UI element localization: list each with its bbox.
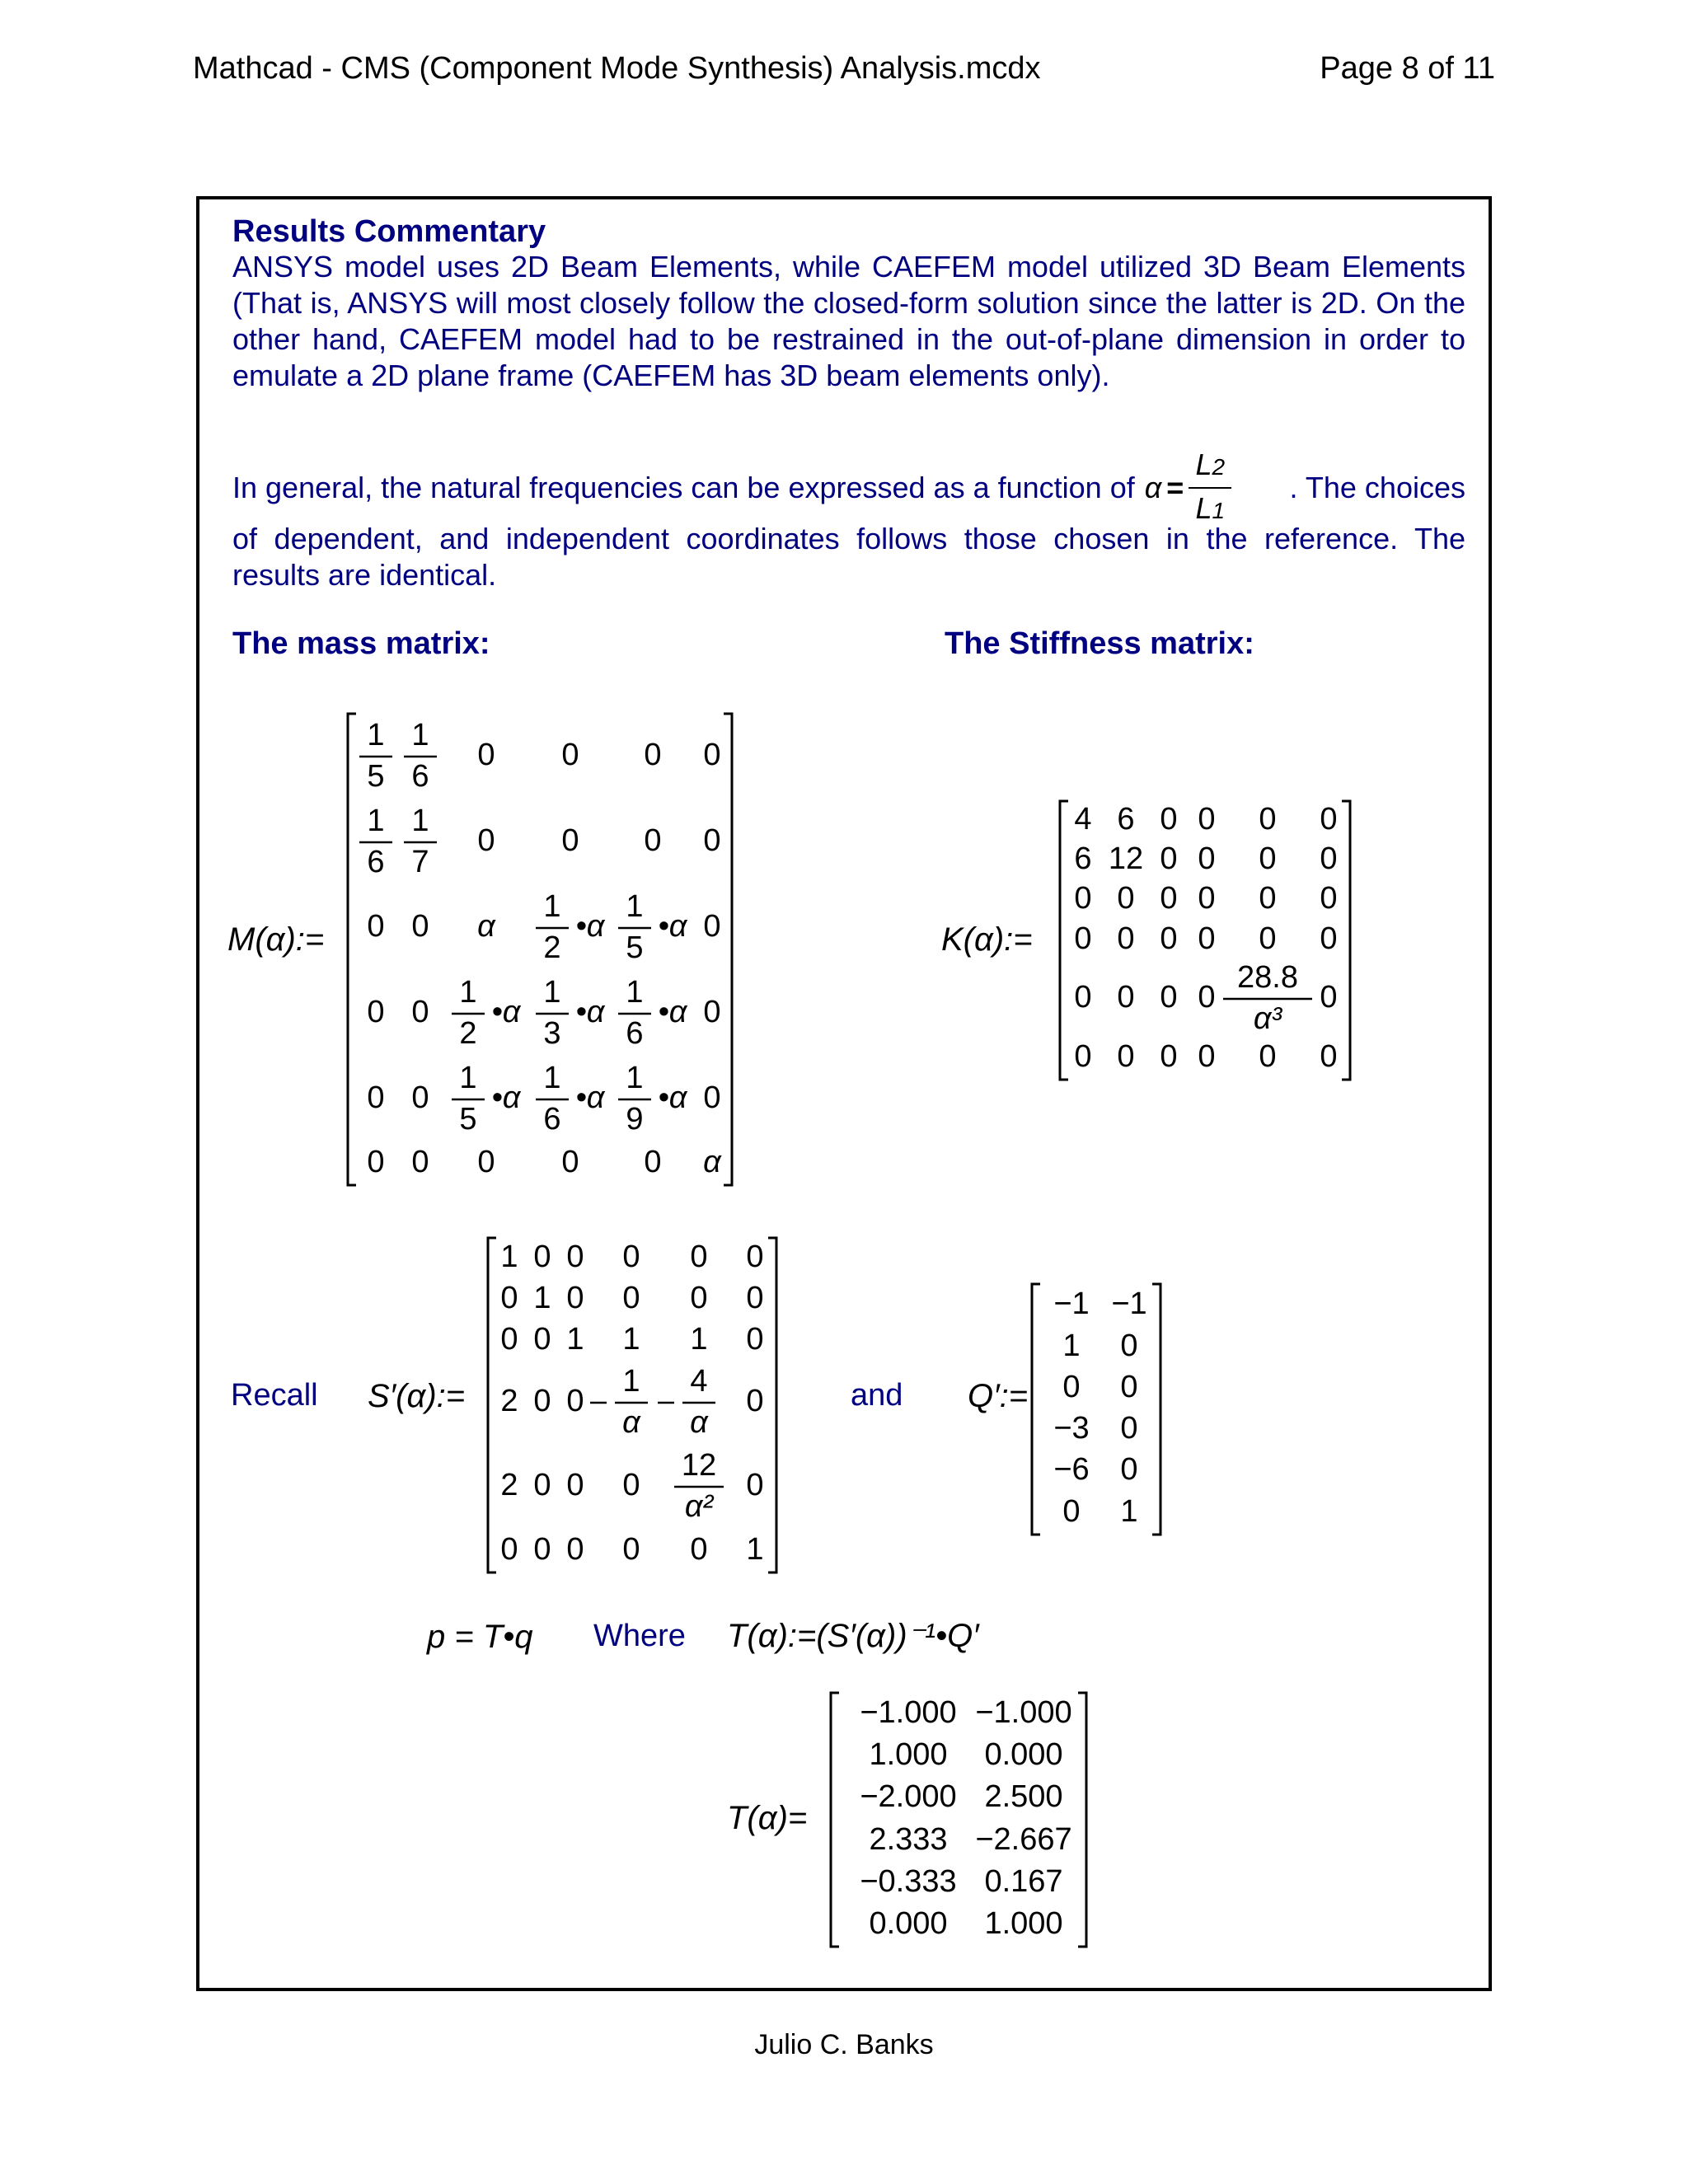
matrix-cell: 0 [1259,881,1277,916]
matrix-cell: 0 [1117,1039,1135,1075]
commentary-paragraph-3: of dependent, and independent coordinates follows those chosen in the reference. The results are identical. [232,522,1465,592]
matrix-cell: 0 [1117,921,1135,957]
matrix-cell: 0 [644,823,662,859]
matrix-cell: −1.000 [975,1695,1072,1731]
matrix-cell: 1 [1062,1329,1081,1364]
fraction-numerator: 1 [543,889,561,925]
matrix-cell: 0 [1198,1039,1216,1075]
t-result-label: T(α)= [727,1800,808,1836]
matrix-cell: 0 [1062,1370,1081,1405]
matrix-cell: 0 [533,1468,551,1503]
matrix-cell: 0 [477,738,495,773]
matrix-cell: 0 [1160,802,1178,837]
matrix-canvas [199,199,1489,1988]
right-bracket [1152,1284,1160,1535]
matrix-cell: 0 [746,1240,764,1275]
matrix-cell: 0 [1160,841,1178,877]
matrix-cell: 0 [1074,921,1092,957]
matrix-cell: 1 [566,1322,584,1357]
matrix-cell: 0 [703,823,721,859]
matrix-cell: 0 [1259,841,1277,877]
matrix-cell: 1 [746,1532,764,1568]
fraction-denominator: α² [684,1489,714,1525]
matrix-cell: 0 [1198,841,1216,877]
matrix-cell: 0 [1320,980,1338,1015]
fraction-numerator: 1 [459,975,477,1010]
fraction-denominator: 2 [543,930,561,966]
matrix-cell: 0 [411,1080,429,1116]
q-matrix-label: Q′:= [968,1378,1029,1414]
footer-author: Julio C. Banks [754,2029,934,2060]
fraction-denominator: 6 [411,759,429,794]
equals-sign: = [1166,471,1184,504]
stiffness-matrix-heading: The Stiffness matrix: [945,626,1254,661]
matrix-cell: −6 [1053,1452,1090,1488]
matrix-cell: 0 [566,1468,584,1503]
matrix-cell: 0 [1320,1039,1338,1075]
matrix-cell: −0.333 [860,1864,957,1900]
matrix-cell: 0 [644,738,662,773]
fraction-denominator: 3 [543,1016,561,1052]
matrix-cell: 1 [690,1322,708,1357]
matrix-cell: 0 [561,823,579,859]
matrix-cell: 0 [1198,921,1216,957]
fraction-denominator: 5 [459,1102,477,1137]
matrix-cell: 0 [622,1468,640,1503]
matrix-cell: 0 [1320,841,1338,877]
matrix-cell: 6 [1117,802,1135,837]
matrix-cell: 2.333 [869,1822,948,1858]
matrix-cell: 0 [1259,921,1277,957]
t-definition: T(α):=(S′(α))⁻¹•Q′ [727,1618,979,1654]
matrix-cell: −1 [1111,1286,1147,1322]
matrix-cell: 0 [367,1145,385,1180]
commentary-paragraph-1: ANSYS model uses 2D Beam Elements, while CAEFEM model utilized 3D Beam Elements (That is, ANSYS will most closely follow the closed-form solution since the latter is 2D. On the other hand, CAEFEM model had to be restrained in the out-of-plane dimension in order to emulate a 2D plane frame (CAEFEM has 3D beam elements only). [232,250,1465,392]
matrix-cell: 0 [1320,881,1338,916]
alpha-multiplier: •α [575,909,605,944]
matrix-cell: 0 [1320,921,1338,957]
fraction-numerator: 1 [626,889,644,925]
mass-matrix [348,714,732,1185]
matrix-cell: 0 [746,1281,764,1316]
matrix-cell: 0 [1074,881,1092,916]
matrix-cell: 0 [561,738,579,773]
matrix-cell: 0 [690,1281,708,1316]
matrix-cell: 1 [622,1322,640,1357]
matrix-cell: 4 [1074,802,1092,837]
fraction-numerator: 4 [690,1364,708,1399]
matrix-cell: 0 [500,1281,518,1316]
fraction-denominator: α³ [1253,1001,1282,1037]
fraction-numerator: 1 [626,975,644,1010]
fraction-numerator: 1 [411,804,429,839]
matrix-cell: 0 [411,995,429,1030]
fraction-numerator: 1 [622,1364,640,1399]
matrix-cell: 0 [533,1384,551,1419]
matrix-cell: 0 [561,1145,579,1180]
fraction-numerator: 12 [681,1448,717,1483]
matrix-cell: 0 [746,1322,764,1357]
commentary-title: Results Commentary [232,214,546,249]
recall-label: Recall [231,1378,318,1413]
s-matrix [488,1238,776,1572]
left-bracket [1060,801,1068,1080]
alpha-symbol: α [1144,471,1162,504]
matrix-cell: 0 [1120,1329,1138,1364]
matrix-cell: 0 [644,1145,662,1180]
matrix-cell: 0 [566,1532,584,1568]
left-bracket [348,714,356,1185]
matrix-cell: 0 [746,1384,764,1419]
left-bracket [488,1238,496,1572]
matrix-cell: 0 [1120,1411,1138,1446]
matrix-cell: −2.000 [860,1779,957,1815]
matrix-cell: 0 [566,1281,584,1316]
fraction-numerator: 28.8 [1237,960,1298,996]
matrix-cell: 0 [1259,1039,1277,1075]
matrix-cell: 0 [367,1080,385,1116]
stiffness-matrix-label: K(α):= [941,921,1033,958]
paragraph-2-start: In general, the natural frequencies can be expressed as a function of [232,471,1135,504]
matrix-cell: −3 [1053,1411,1090,1446]
matrix-cell: 0 [1074,1039,1092,1075]
fraction-denominator: 6 [367,845,385,880]
matrix-cell: 0.167 [984,1864,1063,1900]
left-bracket [1032,1284,1040,1535]
matrix-cell: 0 [533,1322,551,1357]
right-bracket [1078,1693,1086,1947]
matrix-cell: 0 [477,823,495,859]
fraction-denominator: 7 [411,845,429,880]
matrix-cell: α [703,1145,721,1180]
matrix-cell: 0 [1160,980,1178,1015]
matrix-cell: 0 [1160,881,1178,916]
matrix-cell: 0 [746,1468,764,1503]
alpha-multiplier: •α [658,909,687,944]
mass-matrix-heading: The mass matrix: [232,626,490,661]
alpha-multiplier: •α [658,1080,687,1116]
fraction-denominator: α [622,1405,640,1441]
matrix-cell: 0 [1117,881,1135,916]
right-bracket [768,1238,776,1572]
fraction-numerator: 1 [626,1061,644,1096]
matrix-cell: 6 [1074,841,1092,877]
alpha-denominator-subscript: 1 [1212,498,1226,523]
fraction-denominator: 2 [459,1016,477,1052]
p-equation: p = T•q [427,1619,533,1655]
matrix-cell: 0 [1062,1494,1081,1530]
matrix-cell: 0 [477,1145,495,1180]
t-matrix [831,1693,1086,1947]
stiffness-matrix [1060,801,1350,1080]
matrix-cell: 0 [533,1532,551,1568]
alpha-numerator: L [1195,448,1212,481]
matrix-cell: 0 [690,1240,708,1275]
left-bracket [831,1693,839,1947]
matrix-cell: 0 [690,1532,708,1568]
matrix-cell: 0 [533,1240,551,1275]
fraction-denominator: α [690,1405,708,1441]
mass-matrix-label: M(α):= [227,921,325,958]
matrix-cell: 1.000 [869,1737,948,1773]
matrix-cell: 0 [703,1080,721,1116]
document-title: Mathcad - CMS (Component Mode Synthesis) Analysis.mcdx [193,51,1041,86]
alpha-multiplier: •α [491,995,521,1030]
matrix-cell: 0 [703,909,721,944]
matrix-cell: 0 [1160,1039,1178,1075]
matrix-cell: −1 [1053,1286,1090,1322]
q-matrix [1032,1284,1160,1535]
matrix-cell: −1.000 [860,1695,957,1731]
fraction-numerator: 1 [367,718,385,753]
matrix-cell: 2 [500,1384,518,1419]
matrix-cell: 0 [1120,1370,1138,1405]
matrix-cell: 0 [703,995,721,1030]
matrix-cell: α [477,909,495,944]
matrix-cell: −2.667 [975,1822,1072,1858]
fraction-numerator: 1 [411,718,429,753]
matrix-cell: 0 [1320,802,1338,837]
and-label: and [851,1378,903,1413]
matrix-cell: 0 [411,909,429,944]
matrix-cell: 2 [500,1468,518,1503]
matrix-cell: 0 [622,1281,640,1316]
matrix-cell: 2.500 [984,1779,1063,1815]
matrix-cell: 1.000 [984,1906,1063,1942]
fraction-denominator: 5 [367,759,385,794]
fraction-numerator: 1 [543,1061,561,1096]
alpha-denominator: L [1195,491,1212,525]
matrix-cell: 0 [703,738,721,773]
matrix-cell: 0 [500,1532,518,1568]
matrix-cell: 0 [1120,1452,1138,1488]
matrix-cell: 1 [500,1240,518,1275]
matrix-cell: 0 [367,909,385,944]
where-label: Where [593,1619,686,1653]
alpha-multiplier: •α [658,995,687,1030]
matrix-cell: 0 [411,1145,429,1180]
fraction-numerator: 1 [367,804,385,839]
matrix-cell: 0 [1160,921,1178,957]
matrix-cell: 0 [1074,980,1092,1015]
matrix-cell: 0.000 [984,1737,1063,1773]
paragraph-2-end: . The choices [1289,471,1465,504]
matrix-cell: 0 [1198,881,1216,916]
matrix-cell: 0 [1117,980,1135,1015]
matrix-cell: 0.000 [869,1906,948,1942]
fraction-denominator: 6 [543,1102,561,1137]
matrix-cell: 0 [367,995,385,1030]
fraction-denominator: 9 [626,1102,644,1137]
matrix-cell: 0 [1259,802,1277,837]
alpha-multiplier: •α [575,995,605,1030]
fraction-denominator: 6 [626,1016,644,1052]
matrix-cell: 0 [622,1532,640,1568]
matrix-cell: 0 [566,1240,584,1275]
matrix-cell: 0 [500,1322,518,1357]
alpha-multiplier: •α [491,1080,521,1116]
alpha-multiplier: •α [575,1080,605,1116]
alpha-numerator-subscript: 2 [1212,454,1226,480]
matrix-cell: 1 [1120,1494,1138,1530]
matrix-cell: 0 [1198,802,1216,837]
matrix-cell: 1 [533,1281,551,1316]
matrix-cell: 0 [566,1384,584,1419]
matrix-cell: 0 [1198,980,1216,1015]
content-frame [196,196,1492,1991]
s-matrix-label: S′(α):= [368,1378,466,1414]
matrix-cell: 0 [622,1240,640,1275]
right-bracket [1342,801,1350,1080]
fraction-denominator: 5 [626,930,644,966]
right-bracket [724,714,732,1185]
fraction-numerator: 1 [459,1061,477,1096]
matrix-cell: 12 [1108,841,1144,877]
page-number: Page 8 of 11 [1320,51,1495,86]
fraction-numerator: 1 [543,975,561,1010]
